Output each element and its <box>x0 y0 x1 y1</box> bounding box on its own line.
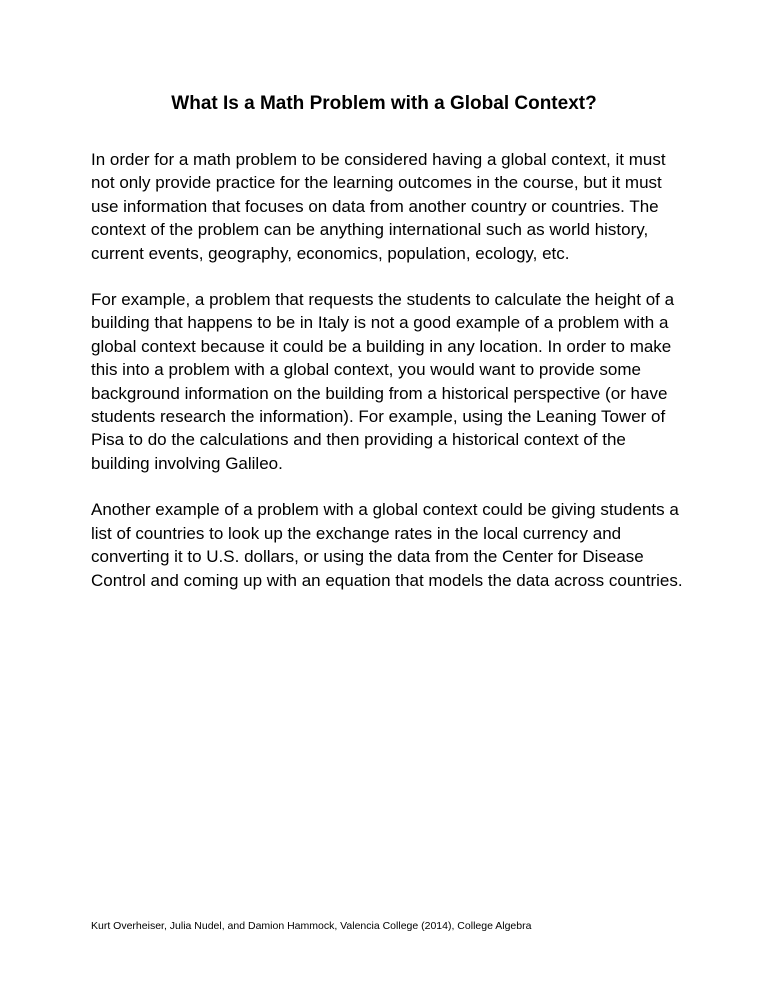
footer-citation: Kurt Overheiser, Julia Nudel, and Damion Hammock, Valencia College (2014), College Algebra <box>91 920 532 932</box>
paragraph-definition: In order for a math problem to be considered having a global context, it must not only provide practice for the learning outcomes in the course, but it must use information that focuses on data from another country or countries. The context of the problem can be anything international such as world history, current events, geography, economics, population, ecology, etc. <box>91 150 666 263</box>
paragraph-example-exchange-rates: Another example of a problem with a global context could be giving students a list of countries to look up the exchange rates in the local currency and converting it to U.S. dollars, or using the data from the Center for Disease Control and coming up with an equation that models the data across countries. <box>91 500 683 590</box>
page-title: What Is a Math Problem with a Global Context? <box>171 93 597 114</box>
document-body <box>91 148 687 615</box>
paragraph-example-building: For example, a problem that requests the students to calculate the height of a building that happens to be in Italy is not a good example of a problem with a global context because it could be a building in any location. In order to make this into a problem with a global context, you would want to provide some background information on the building from a historical perspective (or have students research the information). For example, using the Leaning Tower of Pisa to do the calculations and then providing a historical context of the building involving Galileo. <box>91 290 675 473</box>
